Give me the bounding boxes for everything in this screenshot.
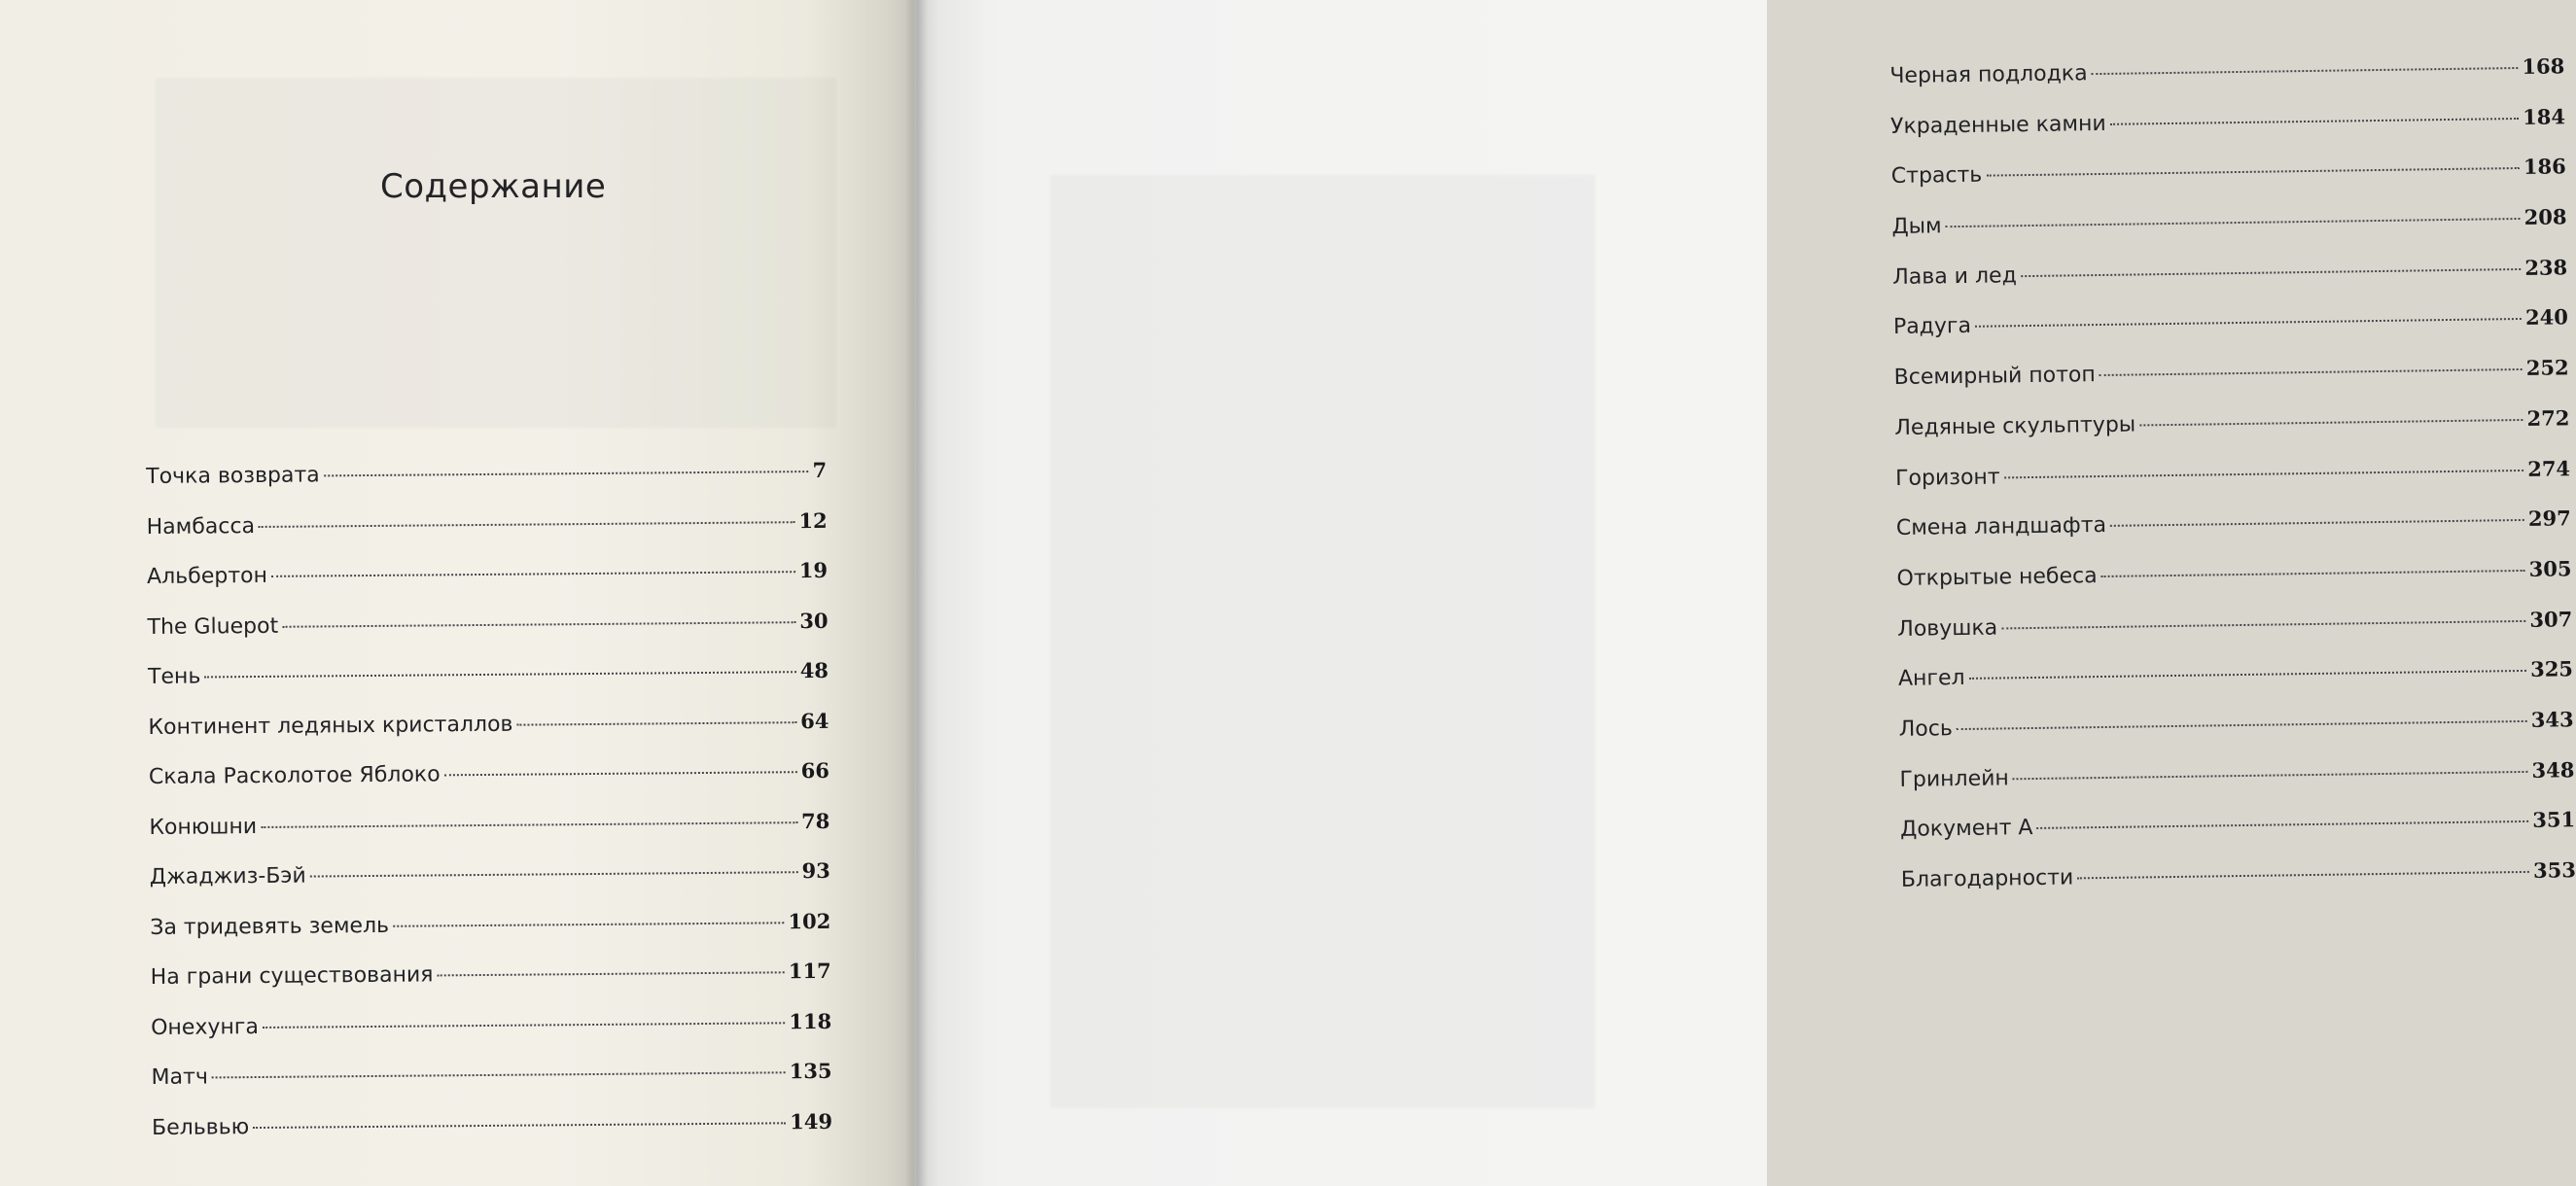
- toc-entry: [148, 645, 829, 702]
- dot-leader: [2001, 619, 2525, 629]
- dot-leader: [204, 671, 795, 678]
- page-title: Содержание: [380, 167, 607, 206]
- entry-title: Ледяные скульптуры: [1894, 412, 2136, 440]
- dot-leader: [2037, 820, 2529, 829]
- dot-leader: [1986, 167, 2520, 177]
- toc-entry: [146, 445, 827, 502]
- dot-leader: [2021, 268, 2522, 277]
- dot-leader: [2139, 419, 2523, 427]
- entry-title: Скала Расколотое Яблоко: [148, 762, 441, 789]
- entry-title: Намбасса: [146, 513, 256, 540]
- dot-leader: [324, 471, 809, 476]
- entry-page-number: 93: [801, 857, 830, 884]
- dot-leader: [2092, 67, 2519, 75]
- dot-leader: [261, 821, 797, 828]
- entry-page-number: 186: [2523, 154, 2566, 180]
- entry-title: Конюшни: [149, 814, 258, 840]
- show-through-text: [156, 78, 836, 428]
- entry-page-number: 117: [788, 958, 831, 984]
- dot-leader: [2100, 368, 2523, 376]
- entry-title: Благодарности: [1900, 865, 2074, 892]
- toc-entry: [148, 695, 829, 751]
- entry-page-number: 48: [799, 657, 829, 683]
- entry-page-number: 274: [2527, 455, 2571, 481]
- entry-title: Страсть: [1890, 163, 1983, 190]
- toc-entry: [152, 1096, 832, 1152]
- dot-leader: [253, 1122, 786, 1129]
- toc-entry: [149, 795, 829, 852]
- entry-title: За тридевять земель: [150, 913, 390, 940]
- entry-page-number: 102: [788, 908, 831, 933]
- toc-entry: [150, 946, 830, 1002]
- dot-leader: [1975, 318, 2522, 328]
- entry-title: Ловушка: [1897, 615, 1998, 642]
- entry-title: Лава и лед: [1892, 262, 2017, 290]
- entry-title: Всемирный потоп: [1893, 363, 2096, 391]
- book-gutter: [904, 0, 928, 1186]
- entry-page-number: 168: [2522, 53, 2565, 79]
- entry-page-number: 78: [800, 808, 830, 833]
- entry-title: Смена ландшафта: [1895, 513, 2107, 541]
- entry-title: Онехунга: [151, 1014, 259, 1040]
- entry-title: Черная подлодка: [1889, 61, 2088, 88]
- entry-page-number: 149: [790, 1108, 833, 1134]
- entry-page-number: 135: [789, 1058, 832, 1084]
- entry-title: Матч: [151, 1064, 209, 1090]
- toc-entry: [149, 746, 829, 802]
- toc-list-right: [1889, 41, 2576, 904]
- toc-entry: [147, 595, 828, 651]
- entry-title: Гринлейн: [1899, 765, 2009, 792]
- entry-page-number: 325: [2529, 656, 2574, 682]
- entry-page-number: 19: [798, 557, 829, 583]
- dot-leader: [393, 922, 784, 927]
- entry-title: Бельвью: [151, 1114, 250, 1140]
- entry-page-number: 64: [800, 708, 829, 733]
- entry-title: Ангел: [1897, 666, 1965, 692]
- dot-leader: [259, 521, 794, 528]
- entry-page-number: 118: [789, 1008, 832, 1033]
- toc-list-left: [146, 445, 832, 1152]
- entry-page-number: 343: [2530, 707, 2574, 732]
- dot-leader: [282, 621, 795, 628]
- right-page: [914, 0, 2576, 1186]
- dot-leader: [2004, 469, 2524, 477]
- entry-title: Тень: [147, 664, 201, 689]
- entry-page-number: 252: [2525, 355, 2569, 381]
- dot-leader: [2101, 570, 2525, 577]
- dot-leader: [1957, 720, 2527, 730]
- entry-page-number: 351: [2532, 807, 2576, 833]
- entry-title: Альбертон: [147, 563, 268, 589]
- entry-page-number: 208: [2523, 204, 2567, 229]
- entry-title: Горизонт: [1894, 464, 2000, 491]
- entry-title: Открытые небеса: [1896, 563, 2098, 591]
- dot-leader: [263, 1022, 785, 1029]
- dot-leader: [516, 721, 796, 726]
- entry-page-number: 12: [798, 507, 828, 533]
- entry-title: Лось: [1898, 716, 1953, 742]
- entry-page-number: 238: [2524, 255, 2568, 280]
- entry-page-number: 272: [2526, 405, 2570, 431]
- toc-entry: [150, 846, 830, 902]
- toc-entry: [146, 495, 827, 551]
- dot-leader: [1946, 218, 2521, 227]
- dot-leader: [2077, 871, 2529, 879]
- entry-page-number: 305: [2528, 556, 2572, 581]
- dot-leader: [271, 571, 795, 577]
- entry-title: Радуга: [1892, 314, 1972, 340]
- entry-title: Дым: [1891, 214, 1942, 240]
- entry-page-number: 240: [2524, 304, 2569, 331]
- show-through-text: [1050, 175, 1595, 1108]
- dot-leader: [444, 771, 797, 776]
- left-page: [0, 0, 914, 1186]
- dot-leader: [437, 971, 784, 976]
- entry-page-number: 66: [800, 757, 830, 784]
- entry-page-number: 297: [2527, 506, 2571, 532]
- entry-title: Континент ледяных кристаллов: [148, 712, 513, 740]
- dot-leader: [1969, 670, 2527, 680]
- entry-title: Точка возврата: [146, 463, 320, 489]
- entry-page-number: 348: [2531, 756, 2575, 783]
- entry-page-number: 30: [799, 608, 829, 633]
- entry-page-number: 7: [812, 457, 828, 483]
- entry-title: The Gluepot: [147, 613, 279, 640]
- dot-leader: [212, 1071, 786, 1078]
- toc-entry: [151, 995, 831, 1052]
- entry-page-number: 184: [2522, 103, 2566, 129]
- dot-leader: [310, 871, 798, 877]
- toc-entry: [1901, 845, 2576, 904]
- entry-title: На грани существования: [150, 962, 434, 990]
- entry-title: Украденные камни: [1889, 111, 2106, 139]
- entry-page-number: 353: [2532, 857, 2576, 883]
- dot-leader: [2013, 771, 2528, 780]
- entry-title: Документ А: [1900, 816, 2033, 843]
- toc-entry: [147, 545, 828, 602]
- entry-page-number: 307: [2529, 606, 2573, 632]
- toc-entry: [151, 1046, 831, 1102]
- entry-title: Джаджиз-Бэй: [149, 863, 306, 890]
- dot-leader: [2110, 118, 2520, 125]
- dot-leader: [2110, 519, 2524, 527]
- toc-entry: [150, 895, 830, 952]
